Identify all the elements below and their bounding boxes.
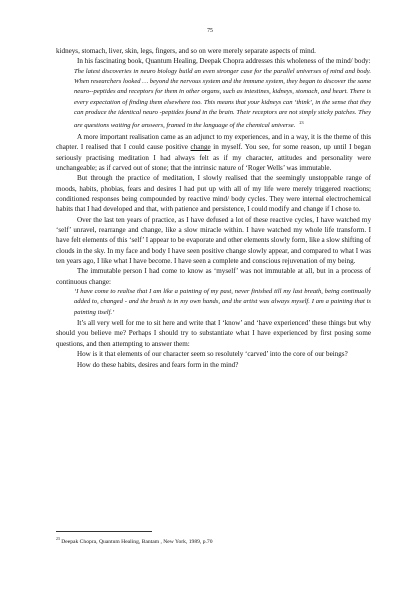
paragraph-3 <box>56 132 371 173</box>
footnote-text: Deepak Chopra, Quantum Healing, Bantam , New York, 1989, p.70 <box>61 538 213 545</box>
paragraph-2: In his fascinating book, Quantum Healing, Deepak Chopra addresses this wholeness of the mind/ body: <box>77 57 371 66</box>
paragraph-9: How do these habits, desires and fears form in the mind? <box>77 360 239 369</box>
footnote-divider <box>56 531 152 532</box>
quote-text: The latest discoveries in neuro biology build an even stronger case for the parallel universes of mind and body. When researchers looked … beyond the nervous system and the immune system, they began to discover the same neuro--peptides and receptors for them in other organs, such as intestines, kidneys, stomach, and heart. There is every expectation of finding them elsewhere too. This means that your kidneys can ‘think’, in the sense that they can produce the identical neuro -peptides found in the brain. Their receptors are not simply sticky patches. They are questions waiting for answers, framed in the language of the chemical universe. <box>74 67 371 130</box>
paragraph-7: It’s all very well for me to sit here and write that I ‘know’ and ‘have experienced’ these things but why should you believe me? Perhaps I should try to substantiate what I have experienced by first posing some questions, and then attempting to answer them: <box>56 319 371 348</box>
paragraph-3-start: A more important realisation came as an adjunct to my experiences, and in a way, it is the theme of this chapter. I realised that I could cause positive <box>56 132 371 152</box>
footnote <box>56 536 371 546</box>
paragraph-8: How is it that elements of our character seem so resolutely ‘carved’ into the core of our beings? <box>77 350 348 359</box>
paragraph-5: Over the last ten years of practice, as I have defused a lot of these reactive cycles, I have watched my ‘self’ unravel, rearrange and change, like a slow miracle within. I have watched my whole life transform. I have felt elements of this ‘self’ I appear to be evaporate and other elements slowly form, like a slow shifting of clouds in the sky. In my face and body I have seen positive change slowly appear, and compared to what I was ten years ago, I like what I have become. I have seen a complete and conscious rejuvenation of my being. <box>56 215 371 266</box>
underlined-word: change <box>190 143 211 152</box>
block-quote-chopra <box>56 67 371 132</box>
paragraph-4: But through the practice of meditation, I slowly realised that the seemingly unstoppable range of moods, habits, phobias, fears and desires I had put up with all of my life were merely triggered reactions; conditioned responses being compounded by reactive mind/ body cycles. They were internal electrochemical habits that I had developed and that, with patience and persistence, I could modify and change if I chose to. <box>56 174 371 214</box>
block-quote-painting: ‘I have come to realise that I am like a painting of my past, never finished till my last breath, being continually added to, changed - and the brush is in my own hands, and the artist was always myself. I am a painting that is painting itself.’ <box>74 288 371 316</box>
body-text <box>56 46 371 370</box>
page-number: 75 <box>207 28 213 34</box>
paragraph-6: The immutable person I had come to know as ‘myself’ was not immutable at all, but in a process of continuous change: <box>56 267 371 286</box>
footnote-number: 23 <box>56 537 60 541</box>
paragraph-1: kidneys, stomach, liver, skin, legs, fingers, and so on were merely separate aspects of mind. <box>56 47 316 55</box>
paragraph-3-end: in myself. You see, for some reason, up until I began seriously practising meditation I had always felt as if my character, attitudes and personality were unchangeable; as if carved out of stone; that the intrinsic nature of ‘Roger Wells’ was immutable. <box>56 143 371 172</box>
footnote-reference[interactable]: 23 <box>299 120 304 126</box>
